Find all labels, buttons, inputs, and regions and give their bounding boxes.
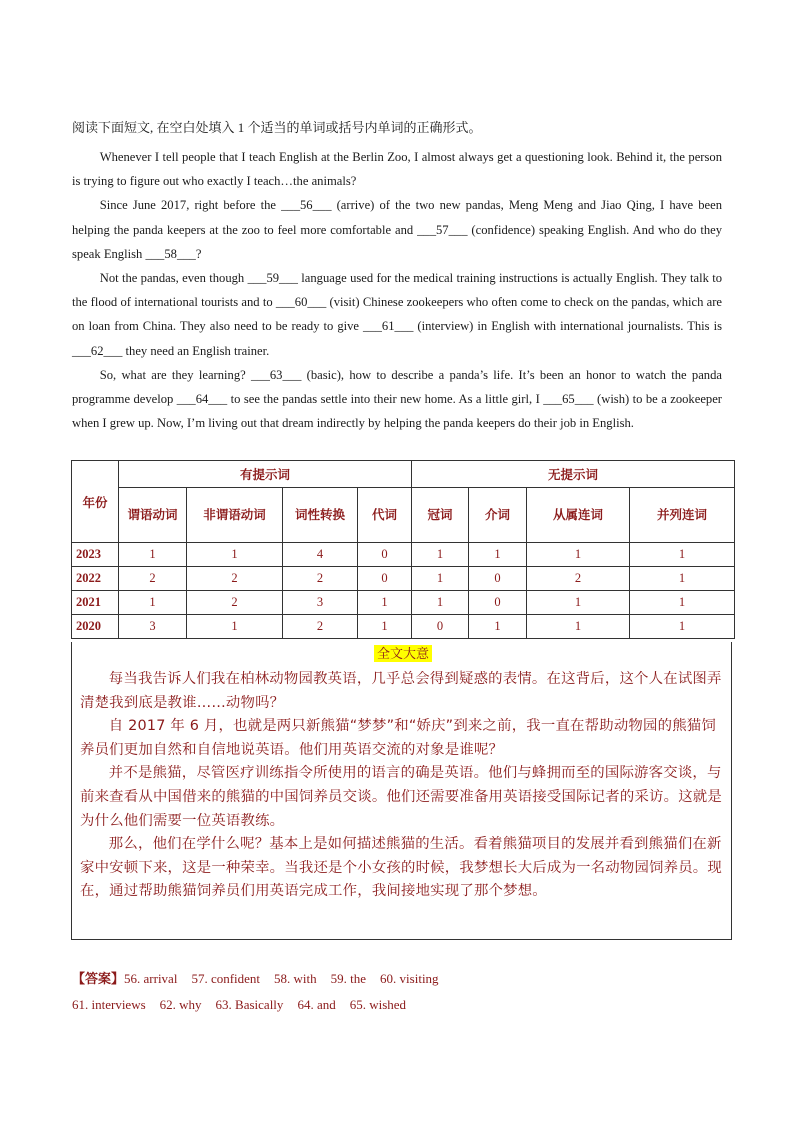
table-cell: 3 [119,615,187,639]
group-header-with-hints: 有提示词 [119,461,412,488]
column-header: 代词 [358,488,412,543]
column-header: 非谓语动词 [187,488,283,543]
table-cell: 1 [527,591,630,615]
table-row [72,615,735,639]
reading-passage [72,145,722,435]
table-cell: 0 [469,567,527,591]
answer-item: 64. and [297,997,336,1012]
translation-paragraph-4: 那么，他们在学什么呢？基本上是如何描述熊猫的生活。看着熊猫项目的发展并看到熊猫们在新家中安顿下来，这是一种荣幸。当我还是个小女孩的时候，我梦想长大后成为一名动物园饲养员。现在，通过帮助熊猫饲养员们用英语完成工作，我间接地实现了那个梦想。 [80,836,722,900]
translation-body [80,668,728,904]
table-cell: 1 [630,543,735,567]
row-year: 2021 [72,591,119,615]
translation-title: 全文大意 [374,645,432,662]
table-cell: 1 [412,567,469,591]
column-header: 从属连词 [527,488,630,543]
passage-paragraph-1: Whenever I tell people that I teach English at the Berlin Zoo, I almost always get a questioning look. Behind it, the person is trying to figure out who exactly I teach…the animals? [72,150,722,189]
table-cell: 1 [119,591,187,615]
table-row [72,567,735,591]
translation-paragraph-2: 自 2017 年 6 月，也就是两只新熊猫“梦梦”和“娇庆”到来之前，我一直在帮助动物园的熊猫饲养员们更加自然和自信地说英语。他们用英语交流的对象是谁呢？ [80,718,716,758]
answer-item: 65. wished [349,997,407,1012]
table-cell: 0 [358,543,412,567]
question-type-table [71,460,735,639]
table-row [72,543,735,567]
table-cell: 1 [358,591,412,615]
translation-box [71,642,732,940]
table-cell: 2 [283,567,358,591]
answer-item: 61. interviews [72,997,146,1012]
column-header: 冠词 [412,488,469,543]
table-cell: 1 [358,615,412,639]
table-row [72,591,735,615]
table-cell: 4 [283,543,358,567]
answer-label: 【答案】 [72,971,125,986]
row-year: 2022 [72,567,119,591]
table-cell: 1 [527,615,630,639]
passage-paragraph-4: So, what are they learning? ___63___ (basic), how to describe a panda’s life. It’s been an honor to watch the panda programme develop ___64___ to see the pandas settle into their new home. As a little girl, I ___65___ (wish) to be a zookeeper when I grew up. Now, I’m living out that dream indirectly by helping the panda keepers do their job in English. [72,367,722,431]
translation-paragraph-1: 每当我告诉人们我在柏林动物园教英语，几乎总会得到疑惑的表情。在这背后，这个人在试图弄清楚我到底是教谁……动物吗？ [80,671,722,711]
column-header: 介词 [469,488,527,543]
answer-item: 57. confident [191,971,261,986]
column-header: 词性转换 [283,488,358,543]
answer-item: 63. Basically [215,997,284,1012]
answer-key [72,966,732,1018]
column-header: 并列连词 [630,488,735,543]
year-header: 年份 [72,461,119,543]
table-cell: 2 [187,591,283,615]
translation-paragraph-3: 并不是熊猫，尽管医疗训练指令所使用的语言的确是英语。他们与蜂拥而至的国际游客交谈，与前来查看从中国借来的熊猫的中国饲养员交谈。他们还需要准备用英语接受国际记者的采访。这就是为什么他们需要一位英语教练。 [80,765,722,829]
table-cell: 2 [527,567,630,591]
row-year: 2023 [72,543,119,567]
table-cell: 1 [119,543,187,567]
table-cell: 2 [119,567,187,591]
table-cell: 1 [630,567,735,591]
table-cell: 1 [412,543,469,567]
row-year: 2020 [72,615,119,639]
table-cell: 1 [469,543,527,567]
answer-item: 59. the [330,971,367,986]
table-cell: 1 [630,615,735,639]
group-header-without-hints: 无提示词 [412,461,735,488]
instruction-text: 阅读下面短文, 在空白处填入 1 个适当的单词或括号内单词的正确形式。 [72,120,482,135]
passage-paragraph-2: Since June 2017, right before the ___56___ (arrive) of the two new pandas, Meng Meng and Jiao Qing, I have been helping the panda keepers at the zoo to feel more comfortable and ___57___ (confidence) speaking English. And who do they speak English ___58___? [72,198,722,261]
table-cell: 1 [412,591,469,615]
table-cell: 0 [358,567,412,591]
answer-item: 62. why [159,997,202,1012]
table-cell: 0 [469,591,527,615]
table-cell: 2 [187,567,283,591]
table-cell: 1 [469,615,527,639]
table-cell: 2 [283,615,358,639]
answer-line-2 [72,992,732,1018]
answer-line-1 [72,966,732,992]
column-header: 谓语动词 [119,488,187,543]
table-cell: 1 [187,543,283,567]
table-cell: 1 [187,615,283,639]
table-cell: 0 [412,615,469,639]
table-cell: 1 [630,591,735,615]
answer-item: 56. arrival [124,971,178,986]
table-cell: 1 [527,543,630,567]
answer-item: 60. visiting [380,971,439,986]
answer-item: 58. with [274,971,317,986]
passage-paragraph-3: Not the pandas, even though ___59___ language used for the medical training instructions is actually English. They talk to the flood of international tourists and to ___60___ (visit) Chinese zookeepers who often come to check on the pandas, which are on loan from China. They also need to be ready to give ___61___ (interview) in English with international journalists. This is ___62___ they need an English trainer. [72,271,722,358]
table-cell: 3 [283,591,358,615]
